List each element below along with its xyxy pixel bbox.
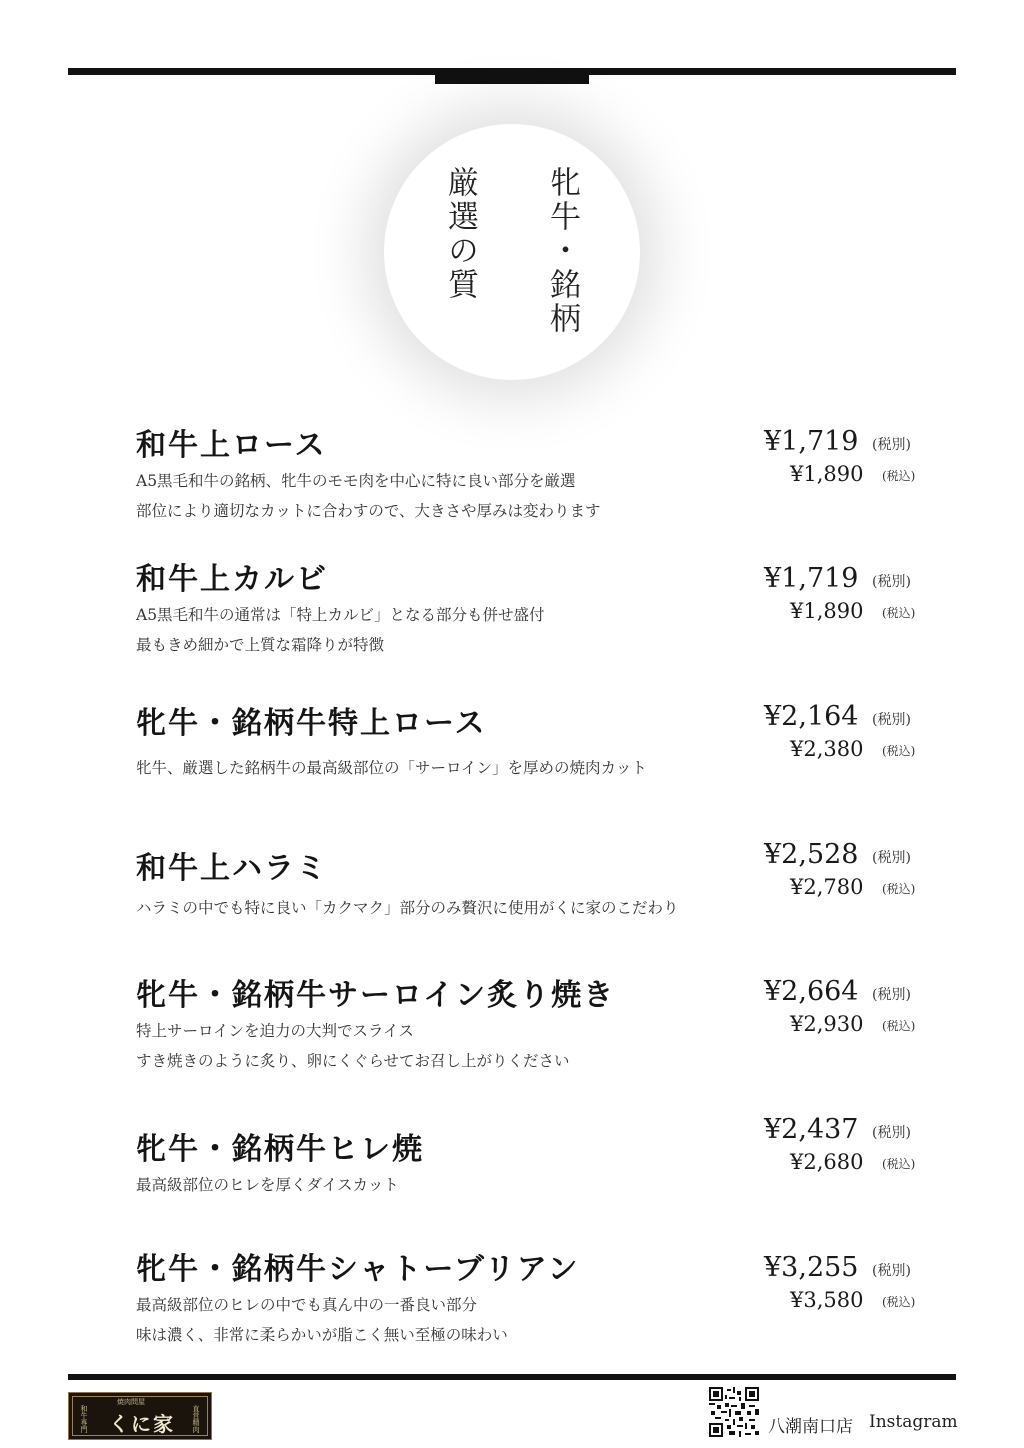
menu-item-name: 牝牛・銘柄牛特上ロース bbox=[136, 706, 487, 741]
qr-code-icon[interactable] bbox=[709, 1387, 759, 1437]
menu-item-name: 牝牛・銘柄牛シャトーブリアン bbox=[136, 1252, 580, 1287]
price-tax-excluded: ¥1,719 bbox=[764, 426, 859, 457]
title-right: 牝牛・銘柄 bbox=[544, 166, 580, 336]
menu-item-desc: 最高級部位のヒレを厚くダイスカット bbox=[136, 1176, 399, 1194]
menu-item-desc: 特上サーロインを迫力の大判でスライス bbox=[136, 1022, 414, 1040]
title-emblem bbox=[384, 124, 640, 380]
menu-item-desc: 最高級部位のヒレの中でも真ん中の一番良い部分 bbox=[136, 1296, 478, 1314]
price-tax-included-label: (税込) bbox=[882, 1019, 916, 1033]
store-name: 八潮南口店 bbox=[768, 1417, 853, 1437]
price-tax-excluded: ¥2,664 bbox=[764, 976, 859, 1007]
menu-item-desc: A5黒毛和牛の銘柄、牝牛のモモ肉を中心に特に良い部分を厳選 bbox=[136, 472, 576, 490]
price-tax-included: ¥2,380 bbox=[790, 737, 864, 761]
menu-item-desc: ハラミの中でも特に良い「カクマク」部分のみ贅沢に使用がくに家のこだわり bbox=[136, 899, 679, 917]
price-tax-excluded-label: (税別) bbox=[872, 574, 911, 590]
price-tax-excluded-label: (税別) bbox=[872, 1263, 911, 1279]
top-tab bbox=[435, 68, 589, 84]
price-tax-included-label: (税込) bbox=[882, 1157, 916, 1171]
menu-item-desc: 最もきめ細かで上質な霜降りが特徴 bbox=[136, 636, 385, 654]
logo-sub-text: 焼肉問屋 bbox=[117, 1398, 145, 1406]
menu-item-desc: A5黒毛和牛の通常は「特上カルビ」となる部分も併せ盛付 bbox=[136, 606, 545, 624]
title-left: 厳選の質 bbox=[442, 166, 478, 302]
price-tax-included-label: (税込) bbox=[882, 606, 916, 620]
menu-item-name: 和牛上カルビ bbox=[136, 562, 328, 597]
price-tax-excluded: ¥2,528 bbox=[764, 839, 859, 870]
price-tax-excluded: ¥1,719 bbox=[764, 563, 859, 594]
price-tax-excluded: ¥2,164 bbox=[764, 701, 859, 732]
price-tax-included: ¥3,580 bbox=[790, 1288, 864, 1312]
price-tax-excluded-label: (税別) bbox=[872, 850, 911, 866]
price-tax-excluded-label: (税別) bbox=[872, 987, 911, 1003]
price-tax-excluded-label: (税別) bbox=[872, 1125, 911, 1141]
price-tax-included-label: (税込) bbox=[882, 1295, 916, 1309]
price-tax-excluded: ¥2,437 bbox=[764, 1114, 859, 1145]
logo-left-text: 和牛専門 bbox=[80, 1405, 88, 1433]
menu-item-name: 和牛上ロース bbox=[136, 428, 327, 463]
menu-item-desc: 味は濃く、非常に柔らかいが脂こく無い至極の味わい bbox=[136, 1326, 508, 1344]
price-tax-included: ¥2,680 bbox=[790, 1150, 864, 1174]
price-tax-included: ¥2,780 bbox=[790, 875, 864, 899]
price-tax-included-label: (税込) bbox=[882, 882, 916, 896]
price-tax-included-label: (税込) bbox=[882, 744, 916, 758]
price-tax-excluded-label: (税別) bbox=[872, 712, 911, 728]
price-tax-included-label: (税込) bbox=[882, 469, 916, 483]
instagram-link[interactable]: Instagram bbox=[869, 1412, 958, 1432]
bottom-rule bbox=[68, 1374, 956, 1380]
store-logo bbox=[68, 1392, 212, 1440]
price-tax-excluded: ¥3,255 bbox=[764, 1252, 859, 1283]
price-tax-included: ¥2,930 bbox=[790, 1012, 864, 1036]
price-tax-included: ¥1,890 bbox=[790, 599, 864, 623]
menu-item-desc: 部位により適切なカットに合わすので、大きさや厚みは変わります bbox=[136, 502, 601, 520]
menu-item-desc: すき焼きのように炙り、卵にくぐらせてお召し上がりください bbox=[136, 1052, 570, 1070]
logo-main-text: くに家 bbox=[109, 1412, 175, 1436]
price-tax-included: ¥1,890 bbox=[790, 462, 864, 486]
menu-item-desc: 牝牛、厳選した銘柄牛の最高級部位の「サーロイン」を厚めの焼肉カット bbox=[136, 759, 647, 777]
menu-item-name: 牝牛・銘柄牛サーロイン炙り焼き bbox=[136, 978, 616, 1013]
menu-item-name: 牝牛・銘柄牛ヒレ焼 bbox=[136, 1132, 424, 1167]
price-tax-excluded-label: (税別) bbox=[872, 437, 911, 453]
logo-right-text: 直営精肉 bbox=[192, 1405, 200, 1433]
menu-item-name: 和牛上ハラミ bbox=[136, 851, 328, 886]
